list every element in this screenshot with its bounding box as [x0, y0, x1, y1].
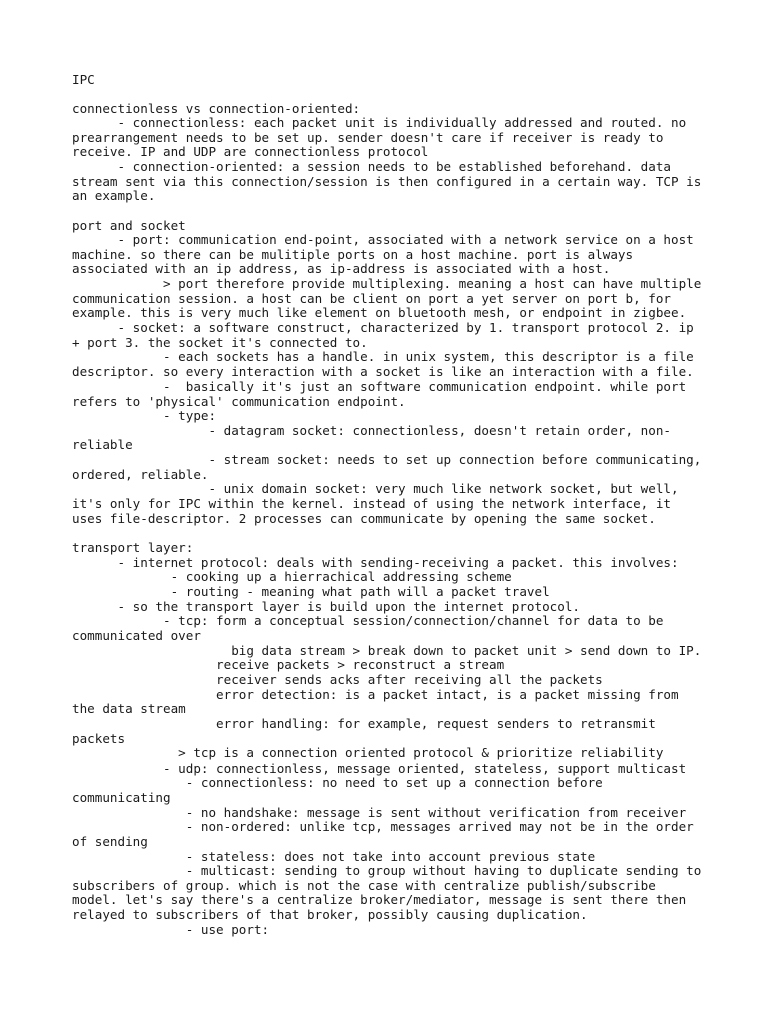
text-line: associated with an ip address, as ip-address is associated with a host.	[72, 261, 611, 276]
text-line: - no handshake: message is sent without verification from receiver	[72, 805, 687, 820]
text-line: - connectionless: each packet unit is individually addressed and routed. no	[72, 115, 687, 130]
text-line: machine. so there can be mulitiple ports on a host machine. port is always	[72, 247, 634, 262]
text-line: - cooking up a hierrachical addressing scheme	[72, 569, 512, 584]
text-line: reliable	[72, 437, 133, 452]
text-line: the data stream	[72, 701, 186, 716]
text-line: error handling: for example, request senders to retransmit	[72, 716, 656, 731]
text-line: - port: communication end-point, associated with a network service on a host	[72, 232, 694, 247]
text-line: - each sockets has a handle. in unix system, this descriptor is a file	[72, 349, 694, 364]
text-line: - stateless: does not take into account previous state	[72, 849, 596, 864]
text-line: - udp: connectionless, message oriented, stateless, support multicast	[72, 761, 687, 776]
text-line: - connectionless: no need to set up a connection before	[72, 775, 603, 790]
text-line: - internet protocol: deals with sending-receiving a packet. this involves:	[72, 555, 679, 570]
text-line: communication session. a host can be client on port a yet server on port b, for	[72, 291, 671, 306]
text-line: IPC	[72, 72, 95, 87]
text-line: - non-ordered: unlike tcp, messages arrived may not be in the order	[72, 819, 694, 834]
text-line: - basically it's just an software communication endpoint. while port	[72, 379, 687, 394]
text-line: - connection-oriented: a session needs to be established beforehand. data	[72, 159, 671, 174]
text-line: relayed to subscribers of that broker, possibly causing duplication.	[72, 907, 588, 922]
text-line: - stream socket: needs to set up connection before communicating,	[72, 452, 702, 467]
text-line: prearrangement needs to be set up. sender doesn't care if receiver is ready to	[72, 130, 664, 145]
text-line: of sending	[72, 834, 148, 849]
text-line: model. let's say there's a centralize broker/mediator, message is sent there then	[72, 892, 687, 907]
text-line: communicating	[72, 790, 171, 805]
text-line: big data stream > break down to packet unit > send down to IP.	[72, 643, 702, 658]
text-line: refers to 'physical' communication endpoint.	[72, 394, 406, 409]
text-line: receive. IP and UDP are connectionless protocol	[72, 144, 429, 159]
text-line: receiver sends acks after receiving all the packets	[72, 672, 603, 687]
text-line: error detection: is a packet intact, is a packet missing from	[72, 687, 679, 702]
text-line: - multicast: sending to group without having to duplicate sending to	[72, 863, 702, 878]
text-line: - use port:	[72, 922, 270, 937]
text-line: stream sent via this connection/session is then configured in a certain way. TCP is	[72, 174, 702, 189]
text-line: communicated over	[72, 628, 201, 643]
text-line: transport layer:	[72, 540, 194, 555]
text-line: - socket: a software construct, characterized by 1. transport protocol 2. ip	[72, 320, 694, 335]
text-line: subscribers of group. which is not the case with centralize publish/subscribe	[72, 878, 656, 893]
text-line: uses file-descriptor. 2 processes can communicate by opening the same socket.	[72, 511, 656, 526]
text-line: connectionless vs connection-oriented:	[72, 101, 361, 116]
text-line: + port 3. the socket it's connected to.	[72, 335, 368, 350]
text-line: - tcp: form a conceptual session/connection/channel for data to be	[72, 613, 664, 628]
text-line: port and socket	[72, 218, 186, 233]
text-line: - unix domain socket: very much like network socket, but well,	[72, 481, 679, 496]
text-line: ordered, reliable.	[72, 467, 209, 482]
text-line: descriptor. so every interaction with a socket is like an interaction with a file.	[72, 364, 694, 379]
text-line: - type:	[72, 408, 217, 423]
text-line: > port therefore provide multiplexing. meaning a host can have multiple	[72, 276, 702, 291]
text-line: an example.	[72, 188, 156, 203]
text-line: it's only for IPC within the kernel. instead of using the network interface, it	[72, 496, 671, 511]
text-line: - so the transport layer is build upon the internet protocol.	[72, 599, 580, 614]
text-line: - datagram socket: connectionless, doesn't retain order, non-	[72, 423, 671, 438]
text-line: receive packets > reconstruct a stream	[72, 657, 505, 672]
text-line: > tcp is a connection oriented protocol & prioritize reliability	[72, 745, 664, 760]
text-line: packets	[72, 731, 126, 746]
text-line: - routing - meaning what path will a packet travel	[72, 584, 550, 599]
text-line: example. this is very much like element on bluetooth mesh, or endpoint in zigbee.	[72, 305, 687, 320]
